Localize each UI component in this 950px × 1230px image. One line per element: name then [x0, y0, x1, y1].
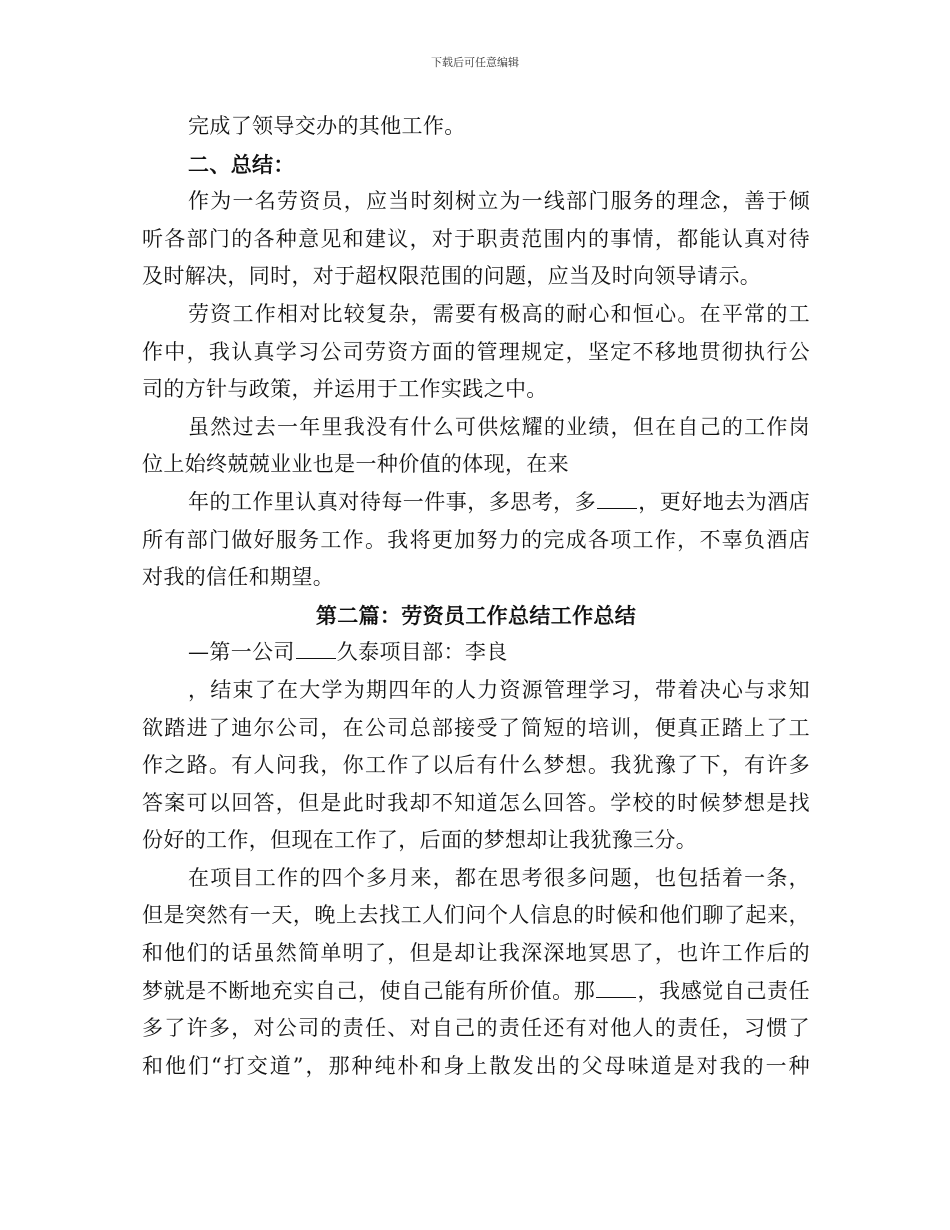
fill-in-blank [296, 642, 336, 659]
text-line: 劳资工作相对比较复杂，需要有极高的耐心和恒心。在平常的工 [188, 301, 810, 326]
fill-in-blank [597, 492, 637, 509]
section-title: 第二篇：劳资员工作总结工作总结 [315, 602, 637, 628]
text-line: 作之路。有人问我，你工作了以后有什么梦想。我犹豫了下，有许多 [142, 753, 810, 778]
text-segment: 梦就是不断地充实自己，使自己能有所价值。那 [142, 978, 596, 1003]
text-segment: 久泰项目部：李良 [336, 640, 508, 665]
text-line: 及时解决，同时，对于超权限范围的问题，应当及时向领导请示。 [142, 264, 762, 289]
fill-in-blank [596, 981, 636, 998]
text-line [142, 484, 810, 522]
text-line: 份好的工作，但现在工作了，后面的梦想却让我犹豫三分。 [142, 828, 698, 853]
text-line: 位上始终兢兢业业也是一种价值的体现，在来 [142, 452, 569, 477]
text-line: 但是突然有一天，晚上去找工人们问个人信息的时候和他们聊了起来， [142, 903, 810, 928]
text-line [142, 634, 810, 672]
text-segment: 年的工作里认真对待每一件事，多思考，多 [188, 489, 597, 514]
text-line: 听各部门的各种意见和建议，对于职责范围内的事情，都能认真对待 [142, 226, 810, 251]
text-line: 欲踏进了迪尔公司，在公司总部接受了简短的培训，便真正踏上了工 [142, 715, 810, 740]
text-line: 在项目工作的四个多月来，都在思考很多问题，也包括着一条， [188, 865, 810, 890]
text-segment: —第一公司 [188, 640, 295, 665]
page-header: 下载后可任意编辑 [431, 56, 519, 69]
text-line: 作中，我认真学习公司劳资方面的管理规定，坚定不移地贯彻执行公 [142, 339, 810, 364]
text-line: 和他们的话虽然简单明了，但是却让我深深地冥思了，也许工作后的 [142, 941, 810, 966]
text-line: 多了许多，对公司的责任、对自己的责任还有对他人的责任，习惯了 [142, 1016, 810, 1041]
text-line: 答案可以回答，但是此时我却不知道怎么回答。学校的时候梦想是找 [142, 790, 810, 815]
text-line: 所有部门做好服务工作。我将更加努力的完成各项工作，不辜负酒店 [142, 527, 810, 552]
text-line: 司的方针与政策，并运用于工作实践之中。 [142, 377, 548, 402]
text-line: 和他们“打交道”，那种纯朴和身上散发出的父母味道是对我的一种 [142, 1053, 810, 1078]
text-line: 虽然过去一年里我没有什么可供炫耀的业绩，但在自己的工作岗 [188, 414, 810, 439]
text-line [142, 973, 810, 1011]
text-line: 对我的信任和期望。 [142, 565, 335, 590]
text-line: 完成了领导交办的其他工作。 [188, 114, 466, 138]
text-segment: ，我感觉自己责任 [637, 978, 810, 1003]
text-segment: ，更好地去为酒店 [638, 489, 810, 514]
text-line: ，结束了在大学为期四年的人力资源管理学习，带着决心与求知 [188, 677, 810, 702]
document-body [142, 108, 810, 1085]
text-line: 作为一名劳资员，应当时刻树立为一线部门服务的理念，善于倾 [188, 189, 810, 214]
text-line: 二、总结： [188, 151, 295, 177]
